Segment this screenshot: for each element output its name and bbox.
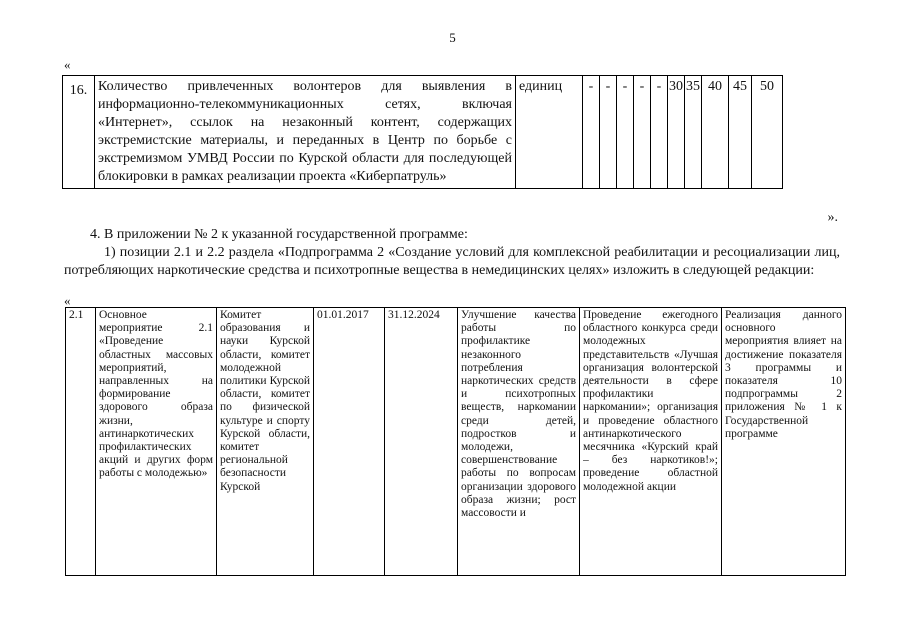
indicator-value: - <box>651 76 668 189</box>
page-number: 5 <box>449 30 456 45</box>
activity-start-date: 01.01.2017 <box>317 309 369 321</box>
opening-quote-2: « <box>64 293 71 308</box>
activity-number: 2.1 <box>69 309 84 321</box>
activity-end-date: 31.12.2024 <box>388 309 440 321</box>
indicator-value: 30 <box>668 76 685 189</box>
activity-expected-result: Улучшение качества работы по профилактике незаконного потребления наркотических средств и психотропных веществ, наркомании среди детей, подростков и молодежи, совершенствование работы по вопросам организации здорового образа жизни; рост массовости и <box>461 309 576 520</box>
indicators-table <box>62 75 783 189</box>
activity-name: Основное мероприятие 2.1 «Проведение областных массовых мероприятий, направленных на формирование здорового образа жизни, антинаркотических профилактических акций и других форм работы с молодежью» <box>99 309 213 480</box>
activity-indicator-link: Реализация данного основного мероприятия влияет на достижение показателя 3 программы и показателя 10 подпрограммы 2 приложения № 1 к Государственной программе <box>725 309 842 440</box>
closing-quote: ». <box>827 210 838 225</box>
indicator-value: - <box>617 76 634 189</box>
paragraph-subitem-1: 1) позиции 2.1 и 2.2 раздела «Подпрограмма 2 «Создание условий для комплексной реабилитации и ресоциализации лиц, потребляющих наркотические средства и психотропные вещества в немедицинских целях» изложить в следующей редакции: <box>64 245 840 278</box>
indicator-value: 45 <box>729 76 752 189</box>
indicator-unit: единиц <box>516 76 583 189</box>
paragraph-item-4: 4. В приложении № 2 к указанной государственной программе: <box>90 227 468 242</box>
table-row <box>66 308 846 576</box>
activities-table <box>65 307 846 576</box>
activity-content: Проведение ежегодного областного конкурса среди молодежных представительств «Лучшая организация волонтерской деятельности в сфере профилактики наркомании»; организация и проведение областного антинаркотического месячника «Курский край – без наркотиков!»; проведение областной молодежной акции <box>583 309 718 493</box>
indicator-value: - <box>583 76 600 189</box>
indicator-value: 40 <box>702 76 729 189</box>
indicator-value: - <box>634 76 651 189</box>
indicator-description: Количество привлеченных волонтеров для выявления в информационно-телекоммуникационных сетях, включая «Интернет», ссылок на незаконный контент, содержащих экстремистские материалы, и переданных в Центр по борьбе с экстремизмом УМВД России по Курской области для последующей блокировки в рамках реализации проекта «Киберпатруль» <box>95 76 516 189</box>
indicator-value: - <box>600 76 617 189</box>
opening-quote: « <box>64 57 71 72</box>
indicator-value: 50 <box>752 76 783 189</box>
activity-executor: Комитет образования и науки Курской области, комитет молодежной политики Курской области, комитет по физической культуре и спорту Курской области, комитет региональной безопасности Курской <box>220 309 310 493</box>
table-row <box>63 76 783 189</box>
row-number: 16. <box>63 76 95 189</box>
indicator-value: 35 <box>685 76 702 189</box>
